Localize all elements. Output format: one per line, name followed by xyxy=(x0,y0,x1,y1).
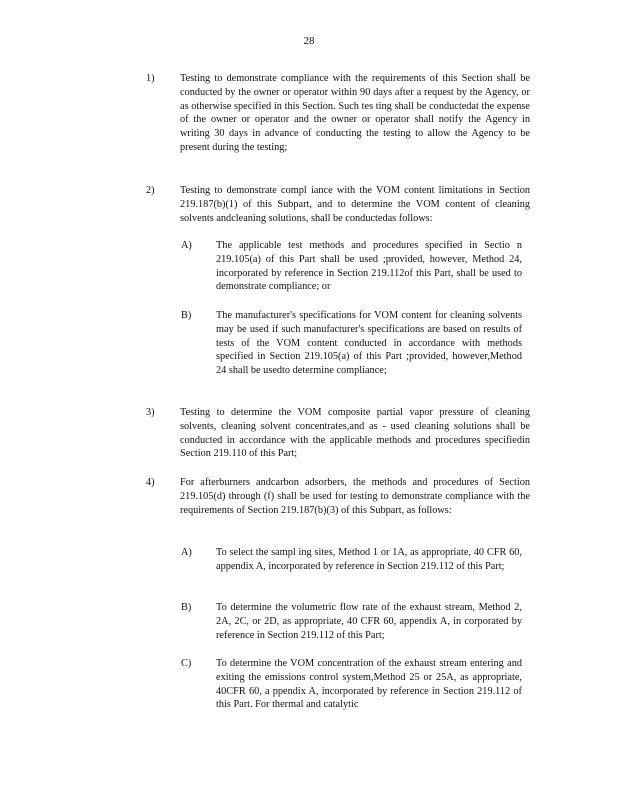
sub-item-number: B) xyxy=(181,602,192,613)
item-text: Testing to demonstrate compl iance with the VOM content limitations in Section 219.187(b)(1) of this Subpart, and to determine the VOM content of cleaning solvents andcleaning solutions, shall be conductedas follows: xyxy=(180,185,530,224)
sub-item-number: C) xyxy=(181,658,192,669)
sub-item-number: B) xyxy=(181,310,192,321)
item-number: 1) xyxy=(146,73,155,84)
item-number: 3) xyxy=(146,407,155,418)
sub-item-text: To determine the VOM concentration of the exhaust stream entering and exiting the emissions control system,Method 25 or 25A, as appropriate, 40CFR 60, a ppendix A, incorporated by reference in Section 219.112 of this Part. For thermal and catalytic xyxy=(216,658,522,711)
item-text: Testing to determine the VOM composite partial vapor pressure of cleaning solvents, cleaning solvent concentrates,and as - used cleaning solutions shall be conducted in accordance with the applicable methods and procedures specifiedin Section 219.110 of this Part; xyxy=(180,407,530,460)
item-number: 4) xyxy=(146,477,155,488)
sub-item-text: The applicable test methods and procedures specified in Sectio n 219.105(a) of this Part shall be used ;provided, however, Method 24, incorporated by reference in Section 219.112of this Part, shall be used to demonstrate compliance; or xyxy=(216,240,522,293)
sub-item-number: A) xyxy=(181,240,192,251)
sub-item-number: A) xyxy=(181,547,192,558)
sub-item-text: To determine the volumetric flow rate of the exhaust stream, Method 2, 2A, 2C, or 2D, as appropriate, 40 CFR 60, appendix A, in corporated by reference in Section 219.112 of this Part; xyxy=(216,602,522,641)
sub-item-text: The manufacturer's specifications for VOM content for cleaning solvents may be used if such manufacturer's specifications are based on results of tests of the VOM content conducted in accordance with methods specified in Section 219.105(a) of this Part ;provided, however,Method 24 shall be usedto determine compliance; xyxy=(216,310,522,377)
sub-item-text: To select the sampl ing sites, Method 1 or 1A, as appropriate, 40 CFR 60, appendix A, incorporated by reference in Section 219.112 of this Part; xyxy=(216,547,522,572)
item-text: Testing to demonstrate compliance with the requirements of this Section shall be conducted by the owner or operator within 90 days after a request by the Agency, or as otherwise specified in this Section. Such tes ting shall be conductedat the expense of the owner or operator and the owner or operator shall notify the Agency in writing 30 days in advance of conducting the testing to allow the Agency to be present during the testing; xyxy=(180,73,530,153)
item-text: For afterburners andcarbon adsorbers, the methods and procedures of Section 219.105(d) through (f) shall be used for testing to demonstrate compliance with the requirements of Section 219.187(b)(3) of this Subpart, as follows: xyxy=(180,477,530,516)
page-number: 28 xyxy=(303,35,315,47)
item-number: 2) xyxy=(146,185,155,196)
